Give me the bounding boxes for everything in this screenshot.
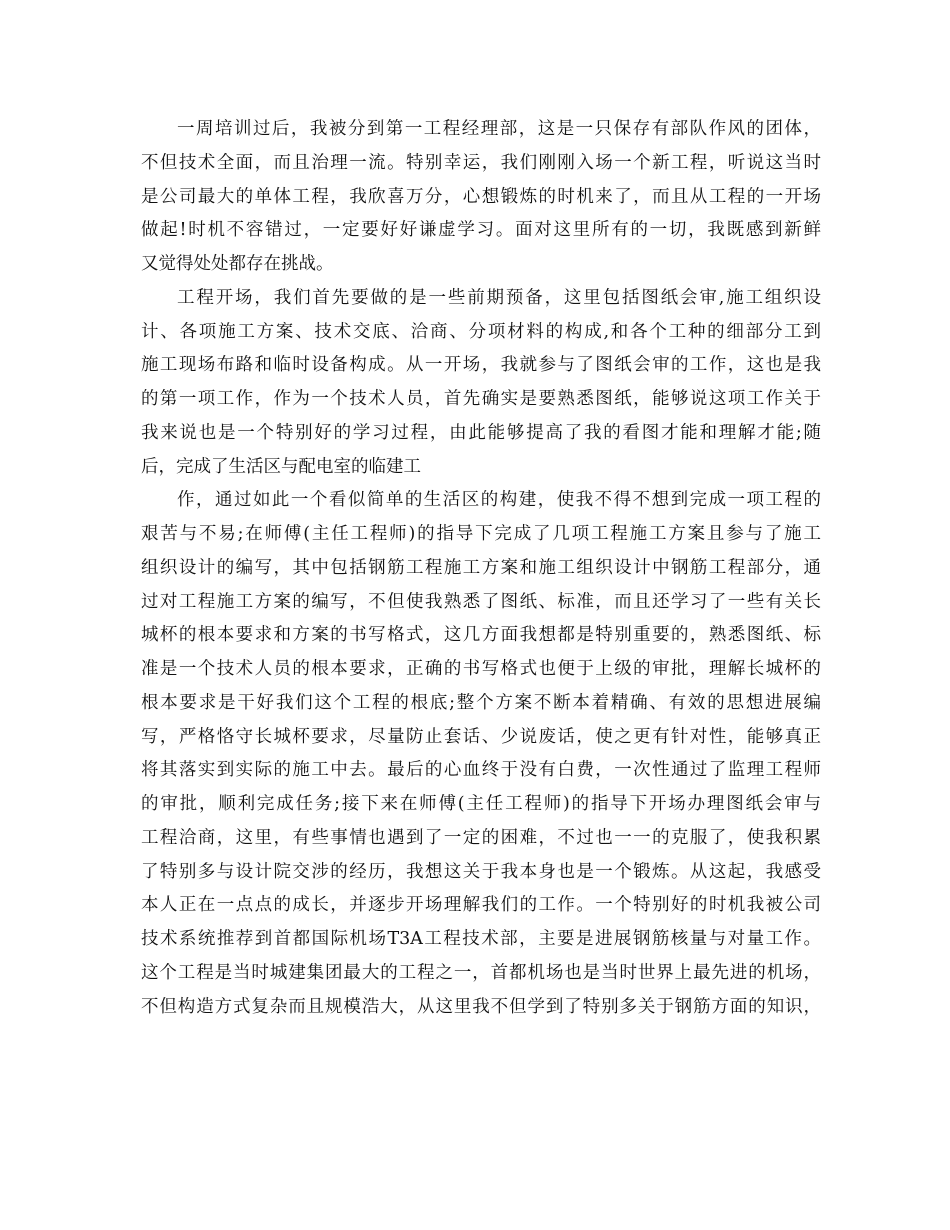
text-line: 组织设计的编写，其中包括钢筋工程施工方案和施工组织设计中钢筋工程部分，通: [141, 557, 821, 578]
text-line: 工程洽商，这里，有些事情也遇到了一定的困难，不过也一一的克服了，使我积累: [141, 827, 821, 848]
text-line: 我来说也是一个特别好的学习过程，由此能够提高了我的看图才能和理解才能;随: [141, 422, 821, 443]
text-line: 将其落实到实际的施工中去。最后的心血终于没有白费，一次性通过了监理工程师: [141, 760, 821, 781]
text-line: 这个工程是当时城建集团最大的工程之一，首都机场也是当时世界上最先进的机场，: [141, 962, 821, 983]
paragraph-3: [141, 484, 821, 1024]
text-line: 艰苦与不易;在师傅(主任工程师)的指导下完成了几项工程施工方案且参与了施工: [141, 524, 821, 544]
text-line: 过对工程施工方案的编写，不但使我熟悉了图纸、标准，而且还学习了一些有关长: [141, 591, 821, 612]
text-line: 施工现场布路和临时设备构成。从一开场，我就参与了图纸会审的工作，这也是我: [141, 355, 821, 376]
text-line: 不但构造方式复杂而且规模浩大，从这里我不但学到了特别多关于钢筋方面的知识，: [141, 996, 821, 1017]
text-line: 本人正在一点点的成长，并逐步开场理解我们的工作。一个特别好的时机我被公司: [141, 895, 821, 916]
text-line: 工程开场，我们首先要做的是一些前期预备，这里包括图纸会审,施工组织设: [177, 287, 821, 308]
text-line: 一周培训过后，我被分到第一工程经理部，这是一只保存有部队作风的团体，: [177, 119, 821, 139]
text-line: 计、各项施工方案、技术交底、洽商、分项材料的构成,和各个工种的细部分工到: [141, 321, 821, 342]
text-line: 准是一个技术人员的根本要求，正确的书写格式也便于上级的审批，理解长城杯的: [141, 659, 821, 679]
text-line: 根本要求是干好我们这个工程的根底;整个方案不断本着精确、有效的思想进展编: [141, 692, 821, 713]
text-line: 又觉得处处都存在挑战。: [141, 254, 334, 274]
text-line: 的第一项工作，作为一个技术人员，首先确实是要熟悉图纸，能够说这项工作关于: [141, 389, 821, 409]
text-line: 后，完成了生活区与配电室的临建工: [141, 456, 421, 477]
document-page: [141, 113, 821, 1024]
text-line: 是公司最大的单体工程，我欣喜万分，心想锻炼的时机来了，而且从工程的一开场: [141, 186, 821, 207]
text-line: 做起!时机不容错过，一定要好好谦虚学习。面对这里所有的一切，我既感到新鲜: [141, 220, 821, 241]
text-line: 的审批，顺利完成任务;接下来在师傅(主任工程师)的指导下开场办理图纸会审与: [141, 794, 821, 814]
text-line: 不但技术全面，而且治理一流。特别幸运，我们刚刚入场一个新工程，听说这当时: [141, 152, 821, 173]
paragraph-1: [141, 113, 821, 282]
text-line: 作，通过如此一个看似简单的生活区的构建，使我不得不想到完成一项工程的: [177, 490, 821, 511]
text-line: 技术系统推荐到首都国际机场T3A工程技术部，主要是进展钢筋核量与对量工作。: [141, 929, 821, 949]
text-line: 写，严格恪守长城杯要求，尽量防止套话、少说废话，使之更有针对性，能够真正: [141, 726, 821, 747]
paragraph-2: [141, 282, 821, 485]
text-line: 了特别多与设计院交涉的经历，我想这关于我本身也是一个锻炼。从这起，我感受: [141, 861, 821, 882]
text-line: 城杯的根本要求和方案的书写格式，这几方面我想都是特别重要的，熟悉图纸、标: [141, 625, 821, 646]
